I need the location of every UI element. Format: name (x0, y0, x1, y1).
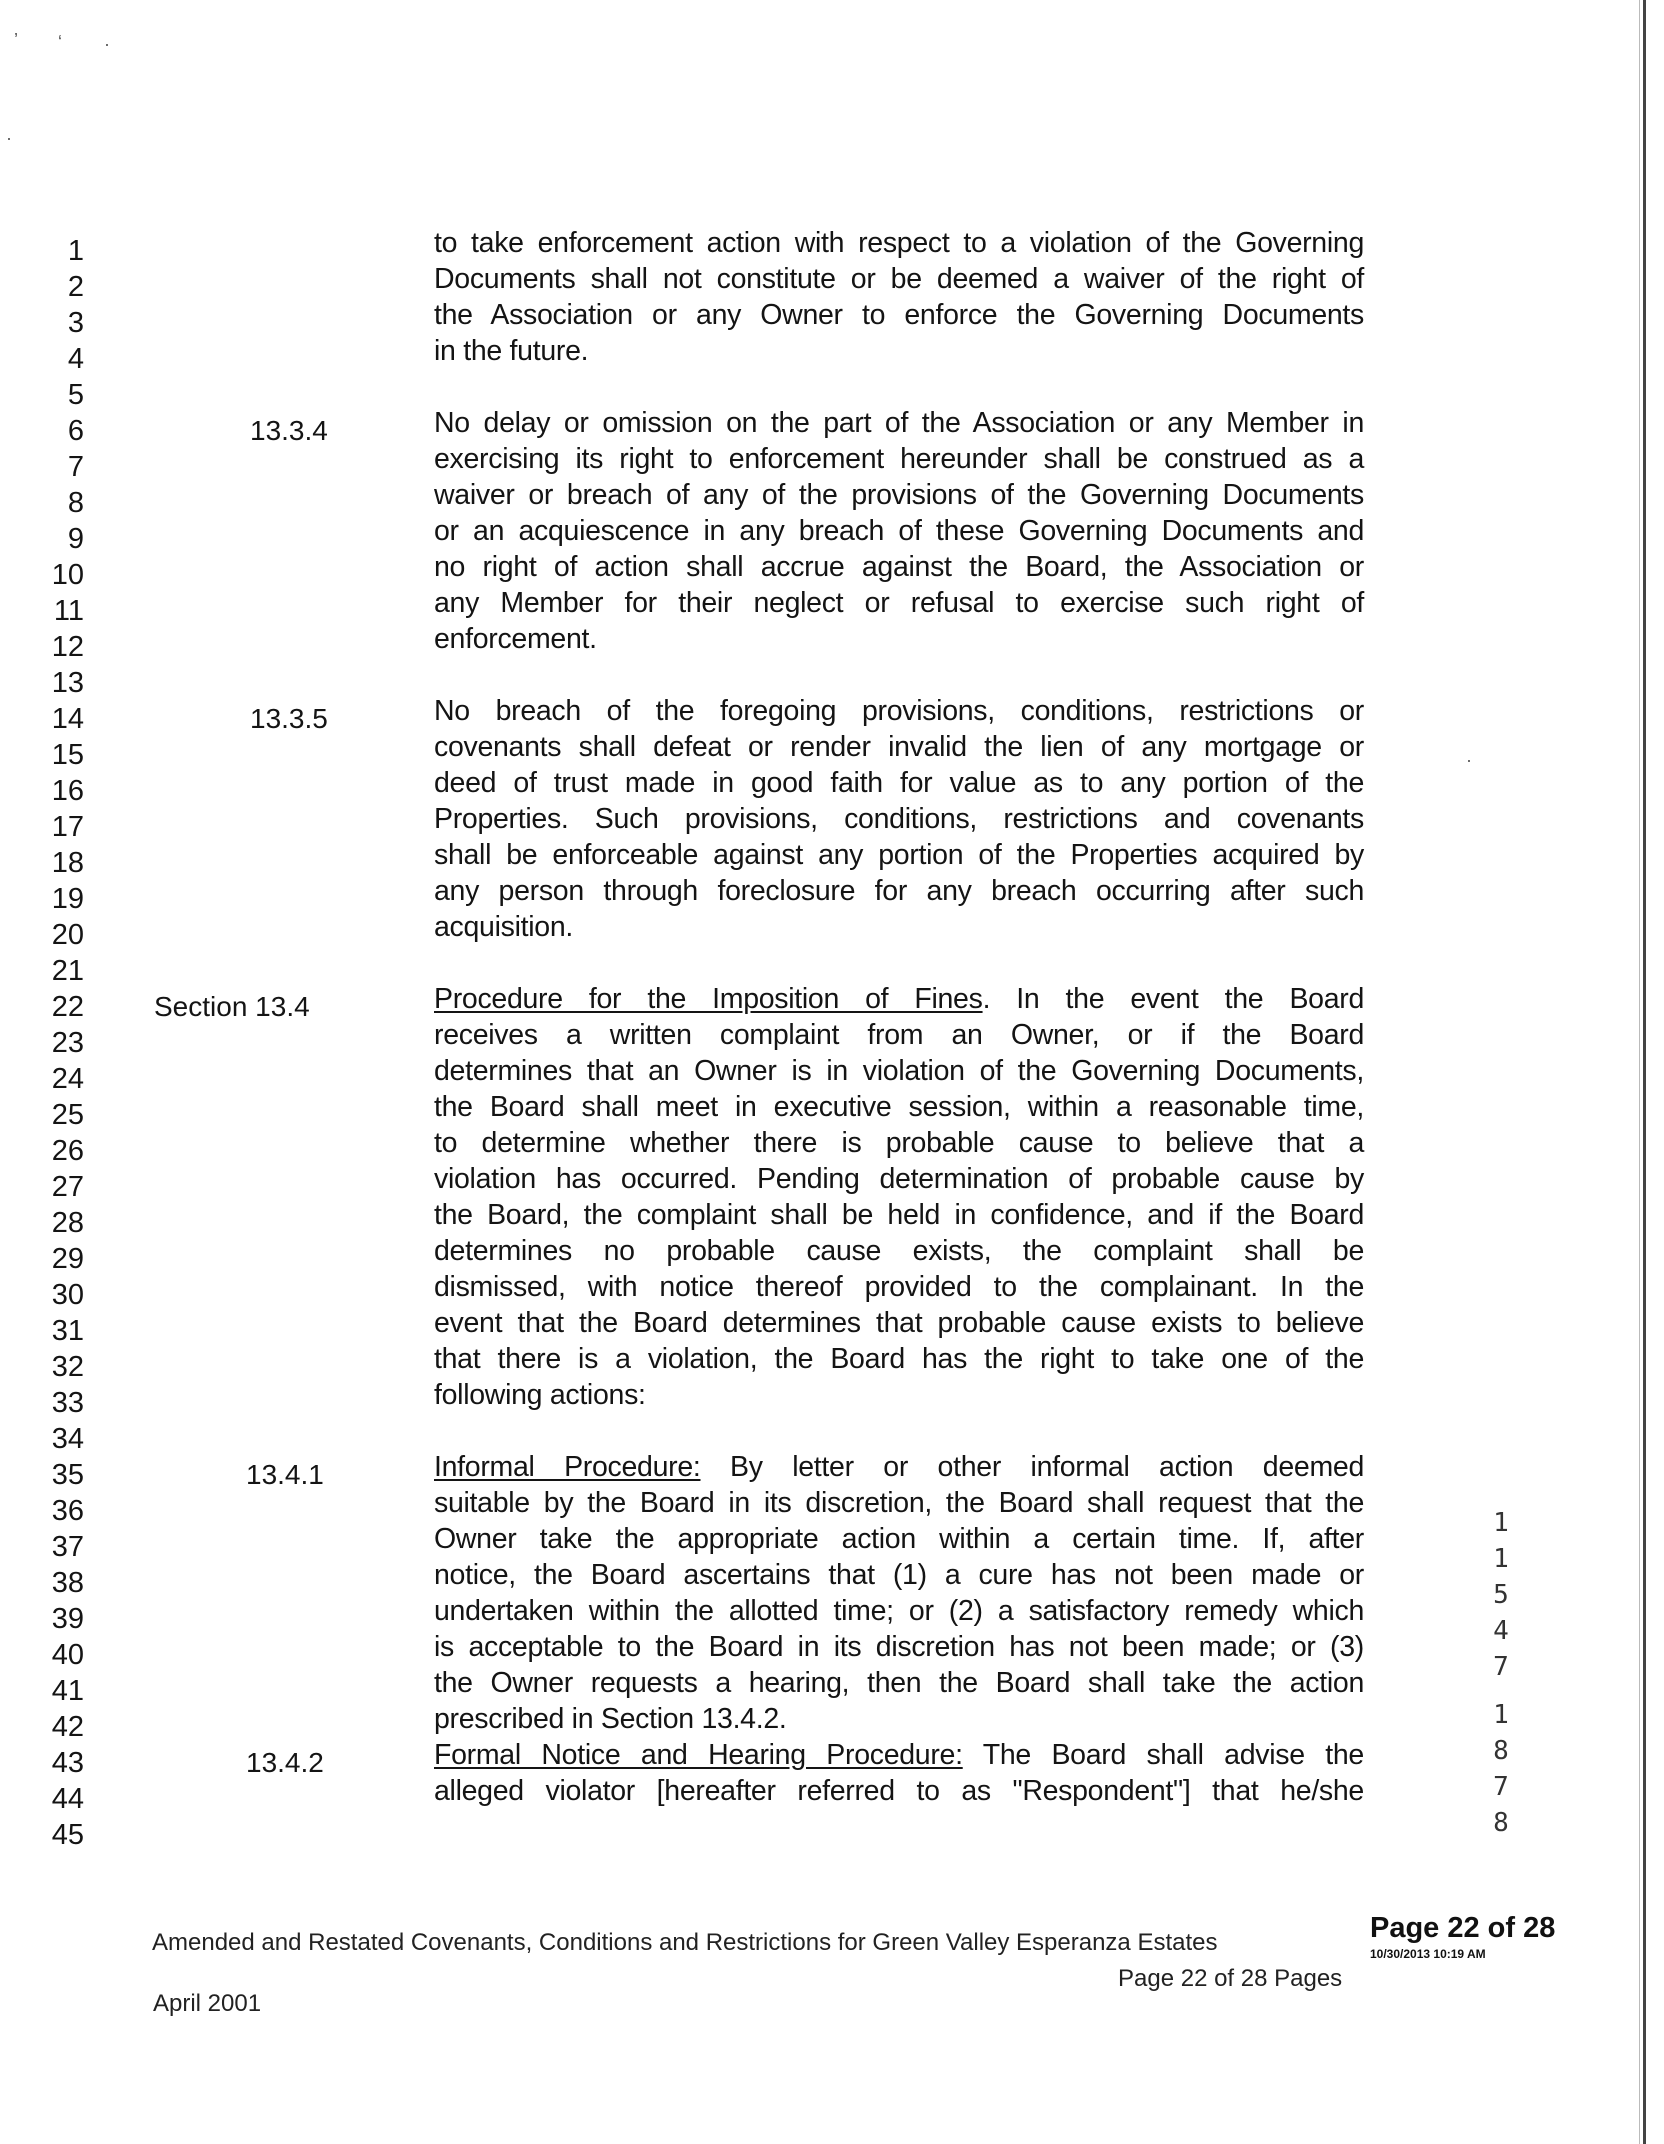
text-line: determines that an Owner is in violation of the Governing Documents, (434, 1055, 1364, 1087)
line-number: 16 (51, 775, 84, 807)
text-line: to take enforcement action with respect to a violation of the Governing (434, 227, 1364, 259)
section-number-13-3-4: 13.3.4 (250, 415, 328, 446)
line-number: 34 (51, 1423, 84, 1455)
scan-speck: ‘ (58, 32, 62, 52)
line-number: 11 (53, 595, 84, 627)
section-number-13-4-2: 13.4.2 (246, 1747, 324, 1778)
text-line: that there is a violation, the Board has the right to take one of the (434, 1343, 1364, 1375)
line-number: 2 (67, 271, 84, 303)
line-number: 9 (67, 523, 84, 555)
text-line: Formal Notice and Hearing Procedure: The Board shall advise the (434, 1739, 1364, 1771)
text-line: Informal Procedure: By letter or other informal action deemed (434, 1451, 1364, 1483)
text-line: suitable by the Board in its discretion, the Board shall request that the (434, 1487, 1364, 1519)
stamp-digit: 8 (1493, 1736, 1509, 1766)
text-line: enforcement. (434, 623, 597, 655)
paragraph-section-13-4 (434, 981, 1364, 1413)
text-line: acquisition. (434, 911, 573, 943)
stamp-digit: 4 (1493, 1616, 1509, 1646)
line-number: 42 (51, 1711, 84, 1743)
scan-edge-shadow (1639, 0, 1640, 2144)
line-number: 4 (67, 343, 84, 375)
text-line: to determine whether there is probable cause to believe that a (434, 1127, 1364, 1159)
line-number: 40 (51, 1639, 84, 1671)
scan-speck: · (6, 128, 12, 148)
text-line: the Board shall meet in executive session, within a reasonable time, (434, 1091, 1364, 1123)
text-line: in the future. (434, 335, 589, 367)
line-number: 33 (51, 1387, 84, 1419)
line-number: 7 (67, 451, 84, 483)
line-number: 12 (51, 631, 84, 663)
text-line: No breach of the foregoing provisions, conditions, restrictions or (434, 695, 1364, 727)
scan-edge (1643, 0, 1646, 2144)
line-number: 6 (67, 415, 84, 447)
line-number: 24 (51, 1063, 84, 1095)
paragraph-13-3-4 (434, 405, 1364, 657)
text-line: the Association or any Owner to enforce the Governing Documents (434, 299, 1364, 331)
section-number-13-3-5: 13.3.5 (250, 703, 328, 734)
text-line: any person through foreclosure for any breach occurring after such (434, 875, 1364, 907)
line-number: 29 (51, 1243, 84, 1275)
line-number: 39 (51, 1603, 84, 1635)
text-line: no right of action shall accrue against the Board, the Association or (434, 551, 1364, 583)
text-line: covenants shall defeat or render invalid the lien of any mortgage or (434, 731, 1364, 763)
line-number: 19 (51, 883, 84, 915)
scan-speck: ’ (14, 30, 18, 50)
line-number: 30 (51, 1279, 84, 1311)
line-number: 38 (51, 1567, 84, 1599)
text-line: No delay or omission on the part of the Association or any Member in (434, 407, 1364, 439)
text-line: alleged violator [hereafter referred to as "Respondent"] that he/she (434, 1775, 1364, 1807)
scan-speck: · (1466, 750, 1472, 770)
text-line: prescribed in Section 13.4.2. (434, 1703, 787, 1735)
line-number: 22 (51, 991, 84, 1023)
paragraph-13-4-2 (434, 1737, 1364, 1809)
line-number: 20 (51, 919, 84, 951)
text-line: any Member for their neglect or refusal to exercise such right of (434, 587, 1364, 619)
text-line: is acceptable to the Board in its discretion has not been made; or (3) (434, 1631, 1364, 1663)
line-number: 35 (51, 1459, 84, 1491)
stamp-digit: 1 (1493, 1700, 1509, 1730)
footer-document-title: Amended and Restated Covenants, Conditions and Restrictions for Green Valley Esperanza Estates (152, 1929, 1218, 1956)
line-number: 25 (51, 1099, 84, 1131)
text-line: dismissed, with notice thereof provided to the complainant. In the (434, 1271, 1364, 1303)
line-number: 3 (67, 307, 84, 339)
stamp-digit: 7 (1493, 1652, 1509, 1682)
subsection-title: Informal Procedure: (434, 1451, 701, 1483)
text-line: receives a written complaint from an Owner, or if the Board (434, 1019, 1364, 1051)
recording-timestamp: 10/30/2013 10:19 AM (1370, 1947, 1486, 1961)
footer-date: April 2001 (153, 1990, 262, 2017)
section-title: Procedure for the Imposition of Fines (434, 983, 983, 1015)
stamp-digit: 1 (1493, 1544, 1509, 1574)
line-number: 21 (51, 955, 84, 987)
line-number: 13 (51, 667, 84, 699)
text-line: Properties. Such provisions, conditions, restrictions and covenants (434, 803, 1364, 835)
line-number: 5 (67, 379, 84, 411)
text-line: Owner take the appropriate action within a certain time. If, after (434, 1523, 1364, 1555)
section-number-13-4-1: 13.4.1 (246, 1459, 324, 1490)
line-number: 26 (51, 1135, 84, 1167)
text-line: notice, the Board ascertains that (1) a cure has not been made or (434, 1559, 1364, 1591)
paragraph-continuation (434, 225, 1364, 369)
line-number: 28 (51, 1207, 84, 1239)
text-line: the Owner requests a hearing, then the Board shall take the action (434, 1667, 1364, 1699)
line-number: 41 (51, 1675, 84, 1707)
line-number: 43 (51, 1747, 84, 1779)
text-line: undertaken within the allotted time; or (2) a satisfactory remedy which (434, 1595, 1364, 1627)
line-number: 10 (51, 559, 84, 591)
text-line: determines no probable cause exists, the complaint shall be (434, 1235, 1364, 1267)
section-heading-13-4: Section 13.4 (154, 991, 310, 1022)
text-line: following actions: (434, 1379, 646, 1411)
line-number: 32 (51, 1351, 84, 1383)
text-line: event that the Board determines that probable cause exists to believe (434, 1307, 1364, 1339)
text-line: deed of trust made in good faith for value as to any portion of the (434, 767, 1364, 799)
line-number: 45 (51, 1819, 84, 1851)
stamp-digit: 1 (1493, 1508, 1509, 1538)
text-line: exercising its right to enforcement hereunder shall be construed as a (434, 443, 1364, 475)
line-number: 15 (51, 739, 84, 771)
line-number: 37 (51, 1531, 84, 1563)
text-line: Documents shall not constitute or be deemed a waiver of the right of (434, 263, 1364, 295)
line-number: 18 (51, 847, 84, 879)
text-line: waiver or breach of any of the provisions of the Governing Documents (434, 479, 1364, 511)
line-number: 27 (51, 1171, 84, 1203)
line-number: 44 (51, 1783, 84, 1815)
recording-page-label: Page 22 of 28 (1370, 1912, 1556, 1944)
scan-speck: · (104, 34, 110, 54)
line-number: 31 (51, 1315, 84, 1347)
line-number: 17 (51, 811, 84, 843)
stamp-digit: 8 (1493, 1808, 1509, 1838)
text-line: shall be enforceable against any portion of the Properties acquired by (434, 839, 1364, 871)
line-number: 1 (67, 235, 84, 267)
text-line: violation has occurred. Pending determination of probable cause by (434, 1163, 1364, 1195)
text-line: or an acquiescence in any breach of these Governing Documents and (434, 515, 1364, 547)
paragraph-13-3-5 (434, 693, 1364, 945)
line-number: 36 (51, 1495, 84, 1527)
subsection-title: Formal Notice and Hearing Procedure: (434, 1739, 963, 1771)
line-number: 14 (51, 703, 84, 735)
stamp-digit: 7 (1493, 1772, 1509, 1802)
stamp-digit: 5 (1493, 1580, 1509, 1610)
line-number: 23 (51, 1027, 84, 1059)
text-line: Procedure for the Imposition of Fines. In the event the Board (434, 983, 1364, 1015)
text-line: the Board, the complaint shall be held in confidence, and if the Board (434, 1199, 1364, 1231)
footer-page-count: Page 22 of 28 Pages (1118, 1965, 1343, 1992)
paragraph-13-4-1 (434, 1449, 1364, 1737)
line-number: 8 (67, 487, 84, 519)
